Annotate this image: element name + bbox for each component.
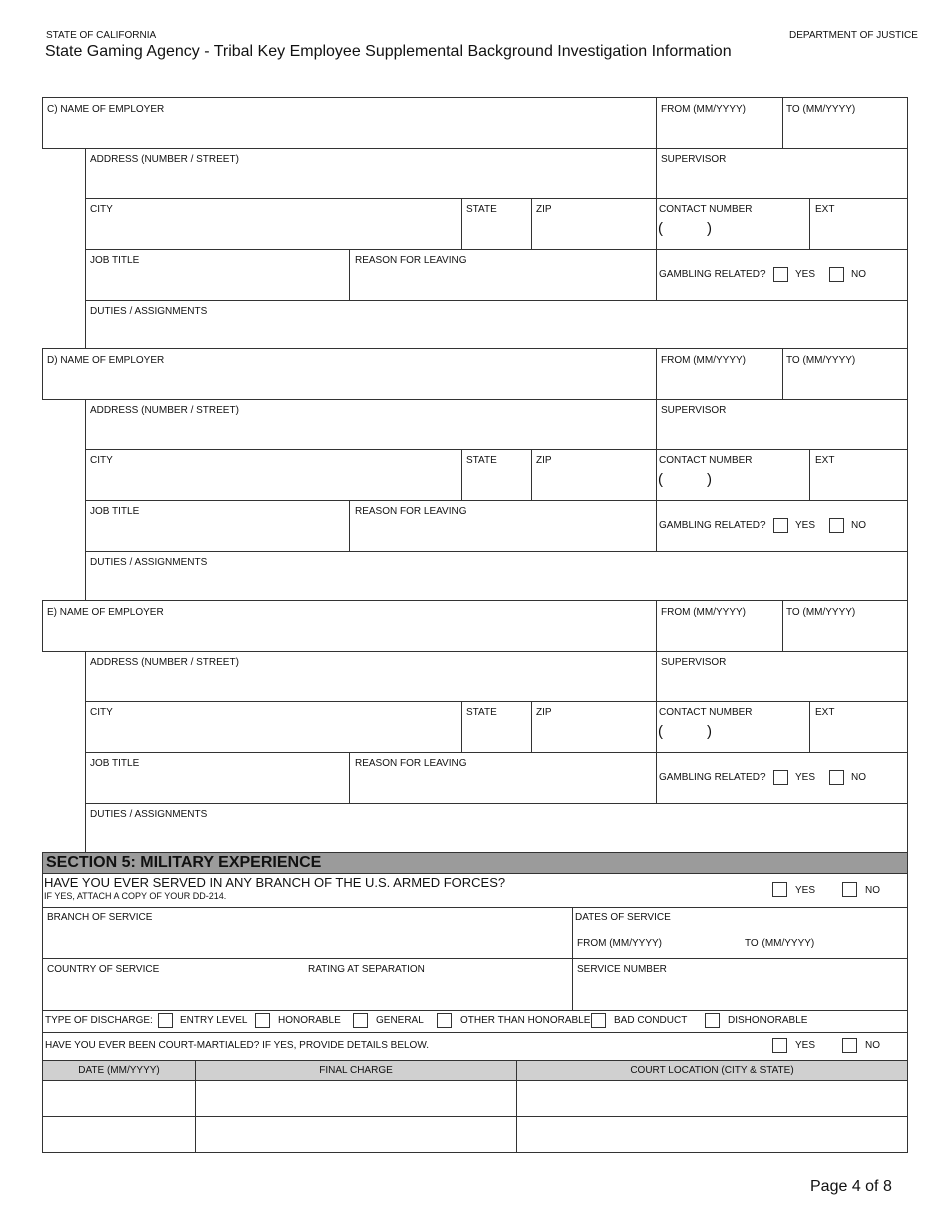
employer-2-job-title-label: JOB TITLE [90,758,140,769]
court-row-2-charge[interactable] [197,1118,514,1150]
rating-at-separation-label: RATING AT SEPARATION [308,964,425,975]
employer-0-gambling-no-checkbox[interactable] [829,267,844,282]
employer-1-supervisor-label: SUPERVISOR [661,405,727,416]
employer-1-gambling-no-checkbox[interactable] [829,518,844,533]
discharge-option-2-label: GENERAL [376,1015,424,1026]
discharge-option-2-checkbox[interactable] [353,1013,368,1028]
employer-0-duties-label: DUTIES / ASSIGNMENTS [90,306,208,317]
employer-2-reason-field[interactable] [353,772,652,800]
employer-0-reason-field[interactable] [353,269,652,297]
court-martial-question: HAVE YOU EVER BEEN COURT-MARTIALED? IF YES, PROVIDE DETAILS BELOW. [45,1040,429,1051]
employer-1-gambling-no-label: NO [851,520,866,531]
employer-1-gambling-yes-checkbox[interactable] [773,518,788,533]
employer-1-job-title-label: JOB TITLE [90,506,140,517]
employer-2-address-field[interactable] [89,671,651,699]
court-row-1-date[interactable] [44,1082,193,1114]
discharge-type-label: TYPE OF DISCHARGE: [45,1015,153,1026]
dates-of-service-label: DATES OF SERVICE [575,912,671,923]
dd214-note: IF YES, ATTACH A COPY OF YOUR DD-214. [44,891,227,901]
employer-1-job-title-field[interactable] [89,520,345,548]
court-martial-no-label: NO [865,1040,880,1051]
country-rating-field[interactable] [46,978,566,1006]
employer-2-supervisor-field[interactable] [660,671,904,699]
employer-0-name-label: C) NAME OF EMPLOYER [47,104,165,115]
armed-forces-no-checkbox[interactable] [842,882,857,897]
employer-1-address-label: ADDRESS (NUMBER / STREET) [90,405,239,416]
page-number: Page 4 of 8 [810,1178,892,1195]
employer-2-state-field[interactable] [465,721,527,749]
branch-of-service-label: BRANCH OF SERVICE [47,912,153,923]
armed-forces-yes-checkbox[interactable] [772,882,787,897]
employer-2-to-label: TO (MM/YYYY) [786,607,856,618]
employer-0-zip-label: ZIP [536,204,552,215]
employer-1-ext-label: EXT [815,455,835,466]
employer-0-contact-label: CONTACT NUMBER [659,204,753,215]
employer-1-to-label: TO (MM/YYYY) [786,355,856,366]
employer-2-duties-label: DUTIES / ASSIGNMENTS [90,809,208,820]
col-date-header: DATE (MM/YYYY) [43,1061,195,1080]
employer-2-zip-label: ZIP [536,707,552,718]
employer-1-address-field[interactable] [89,419,651,447]
employer-2-gambling-yes-checkbox[interactable] [773,770,788,785]
employer-2-ext-label: EXT [815,707,835,718]
employer-1-state-label: STATE [466,455,497,466]
employer-2-ext-field[interactable] [813,721,904,749]
employer-0-from-field[interactable] [660,117,778,145]
employer-0-ext-label: EXT [815,204,835,215]
discharge-option-4-checkbox[interactable] [591,1013,606,1028]
service-to-label: TO (MM/YYYY) [745,938,815,949]
court-martial-no-checkbox[interactable] [842,1038,857,1053]
armed-forces-question: HAVE YOU EVER SERVED IN ANY BRANCH OF THE U.S. ARMED FORCES? [44,875,506,890]
employer-1-zip-label: ZIP [536,455,552,466]
branch-of-service-field[interactable] [46,926,566,956]
employer-1-zip-field[interactable] [535,469,652,497]
employer-0-zip-field[interactable] [535,218,652,246]
court-martial-yes-label: YES [795,1040,816,1051]
employer-1-name-label: D) NAME OF EMPLOYER [47,355,165,366]
employer-0-paren-open: ( [658,220,663,237]
court-row-2-date[interactable] [44,1118,193,1150]
armed-forces-yes-label: YES [795,885,816,896]
armed-forces-no-label: NO [865,885,880,896]
col-court-location-header: COURT LOCATION (CITY & STATE) [517,1061,907,1080]
employer-2-contact-label: CONTACT NUMBER [659,707,753,718]
employer-2-from-label: FROM (MM/YYYY) [661,607,746,618]
employer-0-job-title-field[interactable] [89,269,345,297]
court-martial-yes-checkbox[interactable] [772,1038,787,1053]
discharge-option-1-checkbox[interactable] [255,1013,270,1028]
employer-0-ext-field[interactable] [813,218,904,246]
discharge-option-0-checkbox[interactable] [158,1013,173,1028]
employer-0-state-label: STATE [466,204,497,215]
employer-2-city-field[interactable] [89,721,457,749]
employer-0-gambling-yes-label: YES [795,269,816,280]
employer-1-city-label: CITY [90,455,113,466]
employer-2-gambling-label: GAMBLING RELATED? [659,772,766,783]
employer-0-state-field[interactable] [465,218,527,246]
section-5-header: SECTION 5: MILITARY EXPERIENCE [42,852,908,874]
employer-0-contact-field[interactable] [668,218,805,246]
employer-1-duties-field[interactable] [89,571,904,597]
court-row-1-charge[interactable] [197,1082,514,1114]
employer-2-address-label: ADDRESS (NUMBER / STREET) [90,657,239,668]
service-number-label: SERVICE NUMBER [577,964,667,975]
court-row-1-location[interactable] [518,1082,905,1114]
discharge-option-4-label: BAD CONDUCT [614,1015,688,1026]
employer-2-supervisor-label: SUPERVISOR [661,657,727,668]
state-label: STATE OF CALIFORNIA [46,30,157,41]
employer-2-zip-field[interactable] [535,721,652,749]
employer-0-supervisor-label: SUPERVISOR [661,154,727,165]
employer-1-gambling-label: GAMBLING RELATED? [659,520,766,531]
employer-2-duties-field[interactable] [89,823,904,849]
employer-0-gambling-yes-checkbox[interactable] [773,267,788,282]
employer-2-gambling-no-checkbox[interactable] [829,770,844,785]
employer-0-supervisor-field[interactable] [660,168,904,196]
employer-0-to-label: TO (MM/YYYY) [786,104,856,115]
discharge-option-5-label: DISHONORABLE [728,1015,808,1026]
employer-2-to-field[interactable] [786,620,904,648]
discharge-option-1-label: HONORABLE [278,1015,341,1026]
court-row-2-location[interactable] [518,1118,905,1150]
employer-1-from-label: FROM (MM/YYYY) [661,355,746,366]
employer-2-paren-close: ) [707,723,712,740]
employer-0-gambling-label: GAMBLING RELATED? [659,269,766,280]
employer-1-to-field[interactable] [786,368,904,396]
employer-0-from-label: FROM (MM/YYYY) [661,104,746,115]
employer-0-city-label: CITY [90,204,113,215]
employer-0-city-field[interactable] [89,218,457,246]
employer-2-from-field[interactable] [660,620,778,648]
employer-0-reason-label: REASON FOR LEAVING [355,255,467,266]
service-from-label: FROM (MM/YYYY) [577,938,662,949]
employer-2-name-field[interactable] [46,620,651,648]
employer-0-gambling-no-label: NO [851,269,866,280]
discharge-option-3-label: OTHER THAN HONORABLE [460,1015,591,1026]
employer-2-city-label: CITY [90,707,113,718]
employer-2-gambling-no-label: NO [851,772,866,783]
employer-0-paren-close: ) [707,220,712,237]
employer-0-address-field[interactable] [89,168,651,196]
service-number-field[interactable] [576,978,904,1006]
country-of-service-label: COUNTRY OF SERVICE [47,964,160,975]
employer-1-paren-open: ( [658,471,663,488]
employer-1-state-field[interactable] [465,469,527,497]
employer-0-address-label: ADDRESS (NUMBER / STREET) [90,154,239,165]
discharge-option-5-checkbox[interactable] [705,1013,720,1028]
employer-2-contact-field[interactable] [668,721,805,749]
discharge-option-3-checkbox[interactable] [437,1013,452,1028]
employer-1-contact-label: CONTACT NUMBER [659,455,753,466]
discharge-option-0-label: ENTRY LEVEL [180,1015,248,1026]
employer-0-job-title-label: JOB TITLE [90,255,140,266]
employer-2-name-label: E) NAME OF EMPLOYER [47,607,164,618]
col-final-charge-header: FINAL CHARGE [196,1061,516,1080]
employer-1-gambling-yes-label: YES [795,520,816,531]
employer-0-duties-field[interactable] [89,320,904,346]
form-title: State Gaming Agency - Tribal Key Employee Supplemental Background Investigation Information [45,43,732,60]
employer-2-gambling-yes-label: YES [795,772,816,783]
employer-2-state-label: STATE [466,707,497,718]
employer-1-paren-close: ) [707,471,712,488]
employer-1-reason-label: REASON FOR LEAVING [355,506,467,517]
department-label: DEPARTMENT OF JUSTICE [789,30,918,41]
employer-2-job-title-field[interactable] [89,772,345,800]
employer-1-name-field[interactable] [46,368,651,396]
employer-1-contact-field[interactable] [668,469,805,497]
employer-2-paren-open: ( [658,723,663,740]
employer-1-city-field[interactable] [89,469,457,497]
employer-2-reason-label: REASON FOR LEAVING [355,758,467,769]
employer-1-ext-field[interactable] [813,469,904,497]
employer-0-name-field[interactable] [46,117,651,145]
employer-1-supervisor-field[interactable] [660,419,904,447]
employer-1-reason-field[interactable] [353,520,652,548]
employer-1-duties-label: DUTIES / ASSIGNMENTS [90,557,208,568]
employer-1-from-field[interactable] [660,368,778,396]
employer-0-to-field[interactable] [786,117,904,145]
